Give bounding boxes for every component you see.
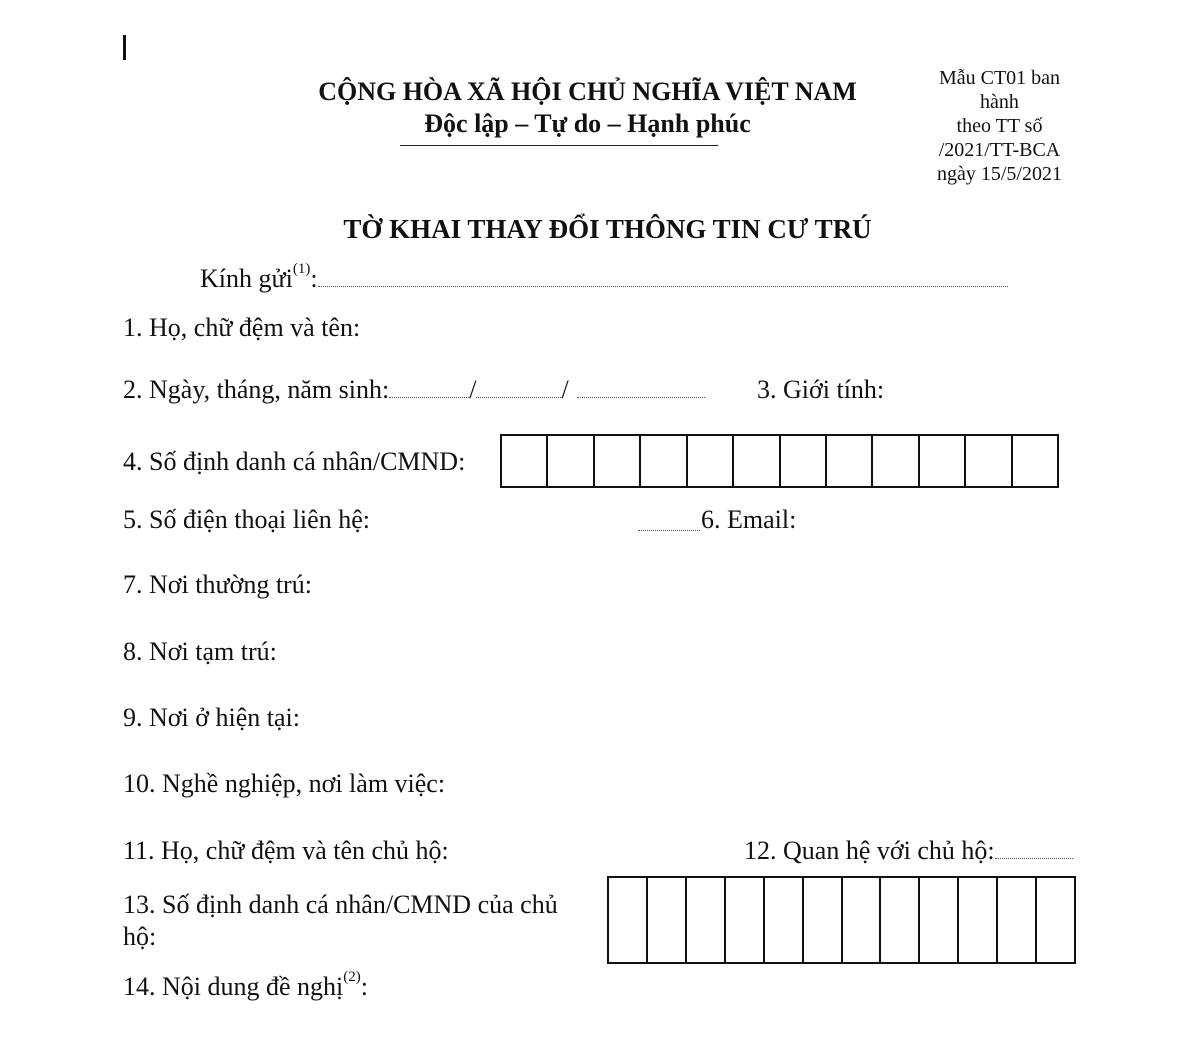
personal-id-digit-box[interactable] (873, 436, 919, 486)
householder-id-label-line: 13. Số định danh cá nhân/CMND của chủ (123, 890, 558, 919)
householder-id-digit-box[interactable] (726, 878, 765, 962)
motto-underline (400, 145, 718, 146)
national-title: CỘNG HÒA XÃ HỘI CHỦ NGHĨA VIỆT NAM (318, 77, 857, 106)
request-content-label: 14. Nội dung đề nghị (123, 972, 344, 1001)
field-date-of-birth (123, 374, 705, 406)
householder-id-digit-box[interactable] (1037, 878, 1074, 962)
householder-id-digit-box[interactable] (804, 878, 843, 962)
householder-id-digit-box[interactable] (998, 878, 1037, 962)
personal-id-digit-box[interactable] (595, 436, 641, 486)
dob-separator: / (561, 375, 569, 404)
householder-id-digit-box[interactable] (843, 878, 882, 962)
form-code-line: /2021/TT-BCA (938, 139, 1061, 161)
personal-id-digit-box[interactable] (781, 436, 827, 486)
recipient-field[interactable] (318, 286, 1008, 287)
personal-id-digit-box[interactable] (641, 436, 687, 486)
field-relationship (744, 835, 1073, 867)
householder-id-digit-box[interactable] (609, 878, 648, 962)
householder-id-label-line: hộ: (123, 922, 157, 951)
relationship-label: 12. Quan hệ với chủ hộ: (744, 836, 995, 865)
dob-separator: / (469, 375, 477, 404)
householder-id-boxes[interactable] (607, 876, 1076, 964)
personal-id-digit-box[interactable] (734, 436, 780, 486)
recipient-line (200, 263, 1008, 295)
dob-label: 2. Ngày, tháng, năm sinh: (123, 375, 390, 404)
form-code-block (918, 66, 1081, 186)
field-phone: 5. Số điện thoại liên hệ: (123, 505, 370, 534)
householder-id-digit-box[interactable] (959, 878, 998, 962)
request-content-colon: : (360, 972, 368, 1001)
field-current-residence: 9. Nơi ở hiện tại: (123, 703, 300, 732)
national-motto: Độc lập – Tự do – Hạnh phúc (424, 109, 751, 138)
relationship-field[interactable] (995, 858, 1073, 859)
householder-id-digit-box[interactable] (881, 878, 920, 962)
field-temporary-residence: 8. Nơi tạm trú: (123, 637, 277, 666)
dob-day-field[interactable] (389, 397, 469, 398)
personal-id-digit-box[interactable] (827, 436, 873, 486)
form-code-line: ngày 15/5/2021 (937, 163, 1062, 185)
field-gender: 3. Giới tính: (757, 375, 885, 404)
footnote-ref-1: (1) (292, 261, 311, 278)
field-permanent-residence: 7. Nơi thường trú: (123, 570, 312, 599)
recipient-colon: : (310, 264, 318, 293)
footnote-ref-2: (2) (343, 969, 361, 986)
document-title: TỜ KHAI THAY ĐỔI THÔNG TIN CƯ TRÚ (343, 214, 872, 244)
field-householder-id-label (123, 889, 558, 953)
field-personal-id-label: 4. Số định danh cá nhân/CMND: (123, 447, 466, 476)
personal-id-boxes[interactable] (500, 434, 1059, 488)
phone-field[interactable] (638, 530, 700, 531)
personal-id-digit-box[interactable] (1013, 436, 1057, 486)
form-code-line: hành (980, 91, 1019, 113)
personal-id-digit-box[interactable] (920, 436, 966, 486)
personal-id-digit-box[interactable] (688, 436, 734, 486)
field-householder-name: 11. Họ, chữ đệm và tên chủ hộ: (123, 836, 449, 865)
form-code-line: Mẫu CT01 ban (938, 67, 1061, 89)
form-code-line: theo TT số (956, 115, 1043, 137)
field-occupation: 10. Nghề nghiệp, nơi làm việc: (123, 769, 446, 798)
householder-id-digit-box[interactable] (648, 878, 687, 962)
personal-id-digit-box[interactable] (502, 436, 548, 486)
personal-id-digit-box[interactable] (966, 436, 1012, 486)
householder-id-digit-box[interactable] (687, 878, 726, 962)
recipient-label: Kính gửi (200, 264, 293, 293)
personal-id-digit-box[interactable] (548, 436, 594, 486)
field-request-content (123, 971, 368, 1003)
dob-year-field[interactable] (577, 397, 705, 398)
field-email: 6. Email: (701, 505, 797, 534)
field-full-name: 1. Họ, chữ đệm và tên: (123, 313, 361, 342)
householder-id-digit-box[interactable] (920, 878, 959, 962)
dob-month-field[interactable] (476, 397, 561, 398)
householder-id-digit-box[interactable] (765, 878, 804, 962)
text-cursor (123, 35, 126, 60)
